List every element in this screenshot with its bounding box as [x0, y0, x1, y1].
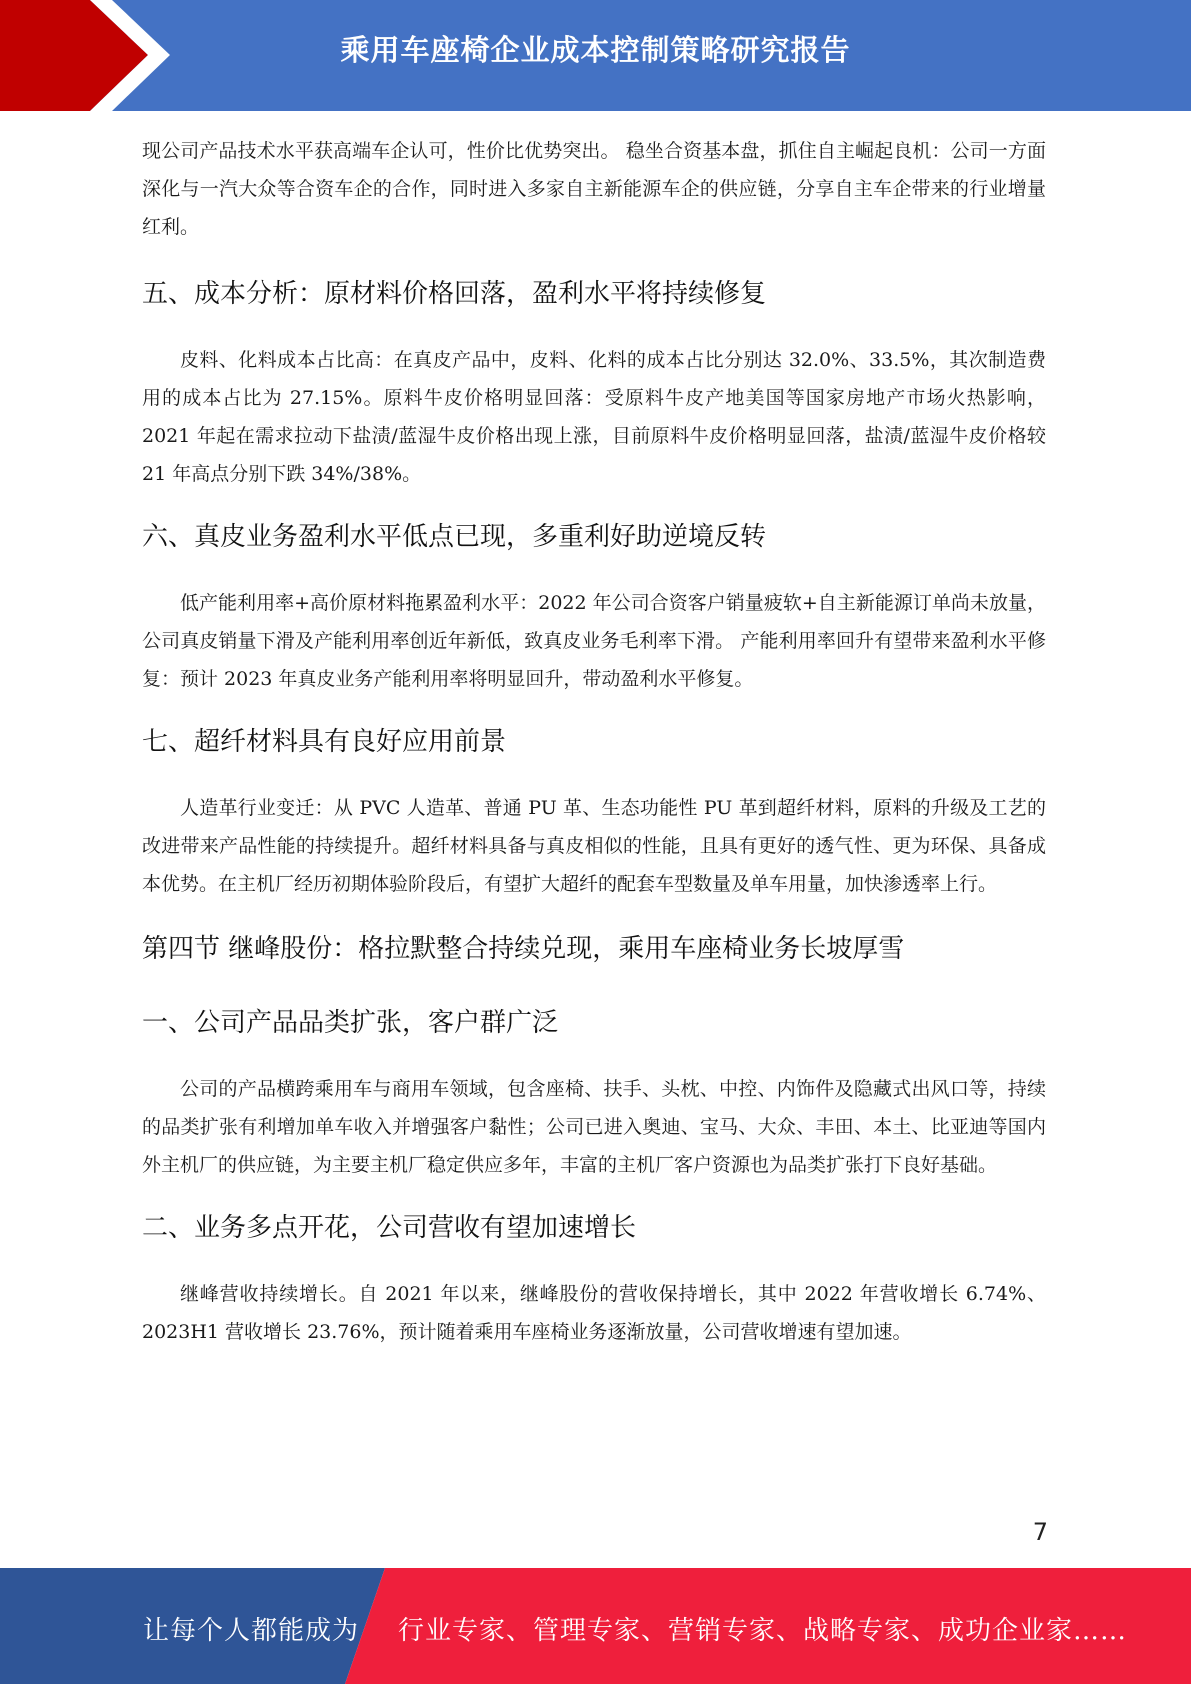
paragraph-microfiber: 人造革行业变迁：从 PVC 人造革、普通 PU 革、生态功能性 PU 革到超纤材料，原料的升级及工艺的改进带来产品性能的持续提升。超纤材料具备与真皮相似的性能，且具有更好的透气性、更为环保、具备成本优势。在主机厂经历初期体验阶段后，有望扩大超纤的配套车型数量及单车用量，加快渗透率上行。: [142, 797, 1046, 895]
document-body: [142, 132, 1046, 1351]
page-number: 7: [1032, 1518, 1048, 1546]
footer-slogan-right: 行业专家、管理专家、营销专家、战略专家、成功企业家……: [398, 1616, 1128, 1646]
paragraph-continued: 现公司产品技术水平获高端车企认可，性价比优势突出。 稳坐合资基本盘，抓住自主崛起良机：公司一方面深化与一汽大众等合资车企的合作，同时进入多家自主新能源车企的供应链，分享自主车企带来的行业增量红利。: [142, 140, 1046, 238]
heading-section-four: 第四节 继峰股份：格拉默整合持续兑现，乘用车座椅业务长坡厚雪: [142, 934, 905, 964]
header-title: 乘用车座椅企业成本控制策略研究报告: [340, 33, 851, 67]
paragraph-leather-profit: 低产能利用率+高价原材料拖累盈利水平：2022 年公司合资客户销量疲软+自主新能源订单尚未放量，公司真皮销量下滑及产能利用率创近年新低，致真皮业务毛利率下滑。 产能利用率回升有望带来盈利水平修复：预计 2023 年真皮业务产能利用率将明显回升，带动盈利水平修复。: [142, 592, 1046, 690]
heading-cost-analysis: 五、成本分析：原材料价格回落，盈利水平将持续修复: [142, 279, 767, 309]
paragraph-cost-analysis: 皮料、化料成本占比高：在真皮产品中，皮料、化料的成本占比分别达 32.0%、33.5%，其次制造费用的成本占比为 27.15%。原料牛皮价格明显回落：受原料牛皮产地美国等国家房地产市场火热影响，2021 年起在需求拉动下盐渍/蓝湿牛皮价格出现上涨，目前原料牛皮价格明显回落，盐渍/蓝湿牛皮价格较 21 年高点分别下跌 34%/38%。: [142, 349, 1046, 485]
heading-product-expansion: 一、公司产品品类扩张，客户群广泛: [142, 1008, 559, 1038]
paragraph-revenue-growth: 继峰营收持续增长。自 2021 年以来，继峰股份的营收保持增长，其中 2022 年营收增长 6.74%、2023H1 营收增长 23.76%，预计随着乘用车座椅业务逐渐放量，公司营收增速有望加速。: [142, 1283, 1046, 1343]
page-footer: [0, 1568, 1191, 1684]
page-header: [0, 0, 1191, 111]
paragraph-product-expansion: 公司的产品横跨乘用车与商用车领域，包含座椅、扶手、头枕、中控、内饰件及隐藏式出风口等，持续的品类扩张有利增加单车收入并增强客户黏性；公司已进入奥迪、宝马、大众、丰田、本土、比亚迪等国内外主机厂的供应链，为主要主机厂稳定供应多年，丰富的主机厂客户资源也为品类扩张打下良好基础。: [142, 1078, 1046, 1176]
heading-microfiber: 七、超纤材料具有良好应用前景: [142, 727, 507, 757]
heading-leather-profit: 六、真皮业务盈利水平低点已现，多重利好助逆境反转: [142, 522, 767, 552]
heading-revenue-growth: 二、业务多点开花，公司营收有望加速增长: [142, 1213, 637, 1243]
footer-slogan-left: 让每个人都能成为: [143, 1616, 360, 1646]
